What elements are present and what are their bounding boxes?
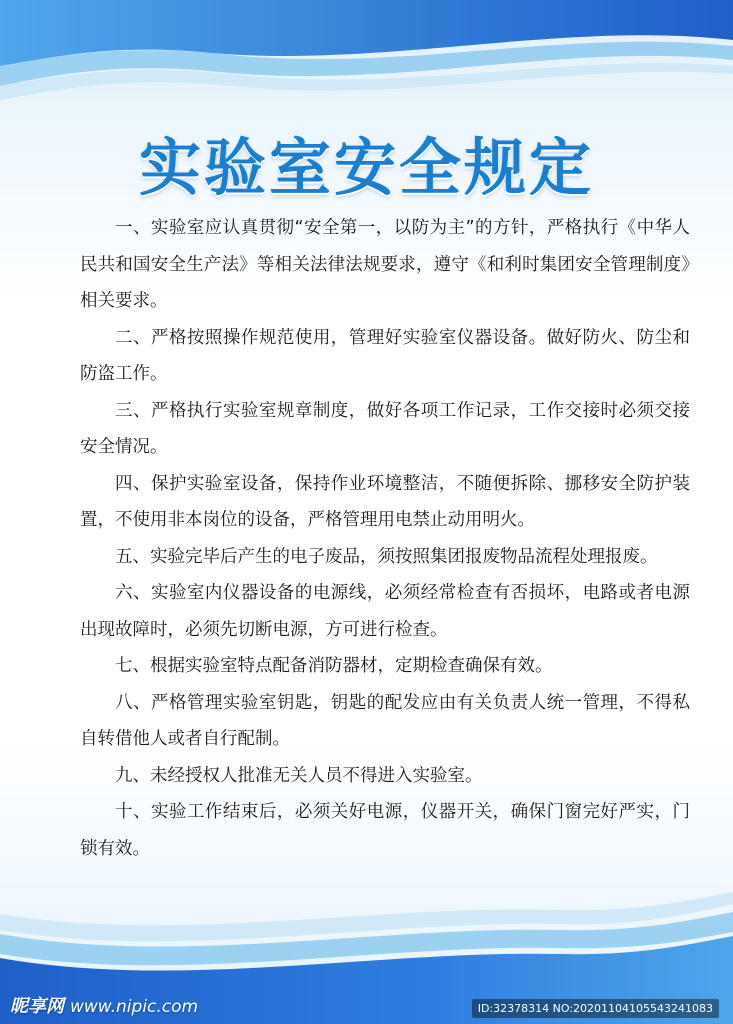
watermark-domain: www.nipic.com: [70, 997, 199, 1017]
image-id-label: ID:32378314 NO:20201104105543241083: [472, 999, 719, 1018]
site-watermark: [10, 992, 198, 1018]
rule-item: 八、严格管理实验室钥匙，钥匙的配发应由有关负责人统一管理，不得私自转借他人或者自行配制。: [80, 692, 690, 749]
watermark-logo: 昵享网: [10, 996, 64, 1017]
rule-item: 二、严格按照操作规范使用，管理好实验室仪器设备。做好防火、防尘和防盗工作。: [80, 327, 690, 384]
rule-item: 三、严格执行实验室规章制度，做好各项工作记录，工作交接时必须交接安全情况。: [80, 400, 690, 457]
rule-item: 五、实验完毕后产生的电子废品，须按照集团报废物品流程处理报废。: [115, 546, 658, 567]
rule-item: 七、根据实验室特点配备消防器材，定期检查确保有效。: [115, 656, 553, 676]
rule-item: 九、未经授权人批准无关人员不得进入实验室。: [115, 765, 483, 786]
page-title: 实验室安全规定: [138, 131, 594, 204]
rule-item: 四、保护实验室设备，保持作业环境整洁，不随便拆除、挪移安全防护装置，不使用非本岗位的设备，严格管理用电禁止动用明火。: [80, 473, 690, 530]
rule-item: 十、实验工作结束后，必须关好电源，仪器开关，确保门窗完好严实，门锁有效。: [80, 802, 690, 859]
top-wave-decoration: [0, 0, 733, 130]
rules-list: [80, 210, 690, 867]
rule-item: 六、实验室内仪器设备的电源线，必须经常检查有否损坏，电路或者电源出现故障时，必须先切断电源，方可进行检查。: [80, 583, 690, 640]
rule-item: 一、实验室应认真贯彻“安全第一，以防为主”的方针，严格执行《中华人民共和国安全生产法》等相关法律法规要求，遵守《和利时集团安全管理制度》相关要求。: [80, 218, 690, 311]
